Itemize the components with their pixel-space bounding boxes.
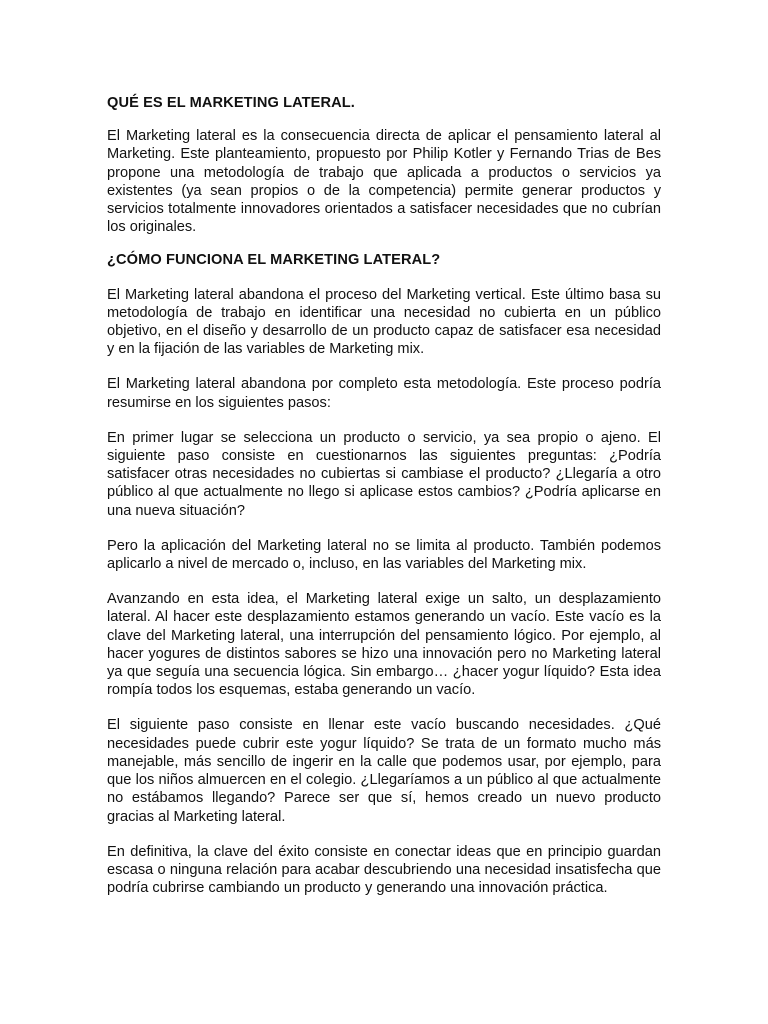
paragraph-primer-lugar: En primer lugar se selecciona un producto o servicio, ya sea propio o ajeno. El siguiente paso consiste en cuestionarnos las siguientes preguntas: ¿Podría satisfacer otras necesidades no cubiertas si cambiase el producto? ¿Llegaría a otro público al que actualmente no llego si aplicase estos cambios? ¿Podría aplicarse en una nueva situación?: [107, 429, 661, 519]
paragraph-avanzando: Avanzando en esta idea, el Marketing lateral exige un salto, un desplazamiento lateral. Al hacer este desplazamiento estamos generando un vacío. Este vacío es la clave del Marketing lateral, una interrupción del pensamiento lógico. Por ejemplo, al hacer yogures de distintos sabores se hizo una innovación pero no Marketing lateral ya que seguía una secuencia lógica. Sin embargo… ¿hacer yogur líquido? Esta idea rompía todos los esquemas, estaba generando un vacío.: [107, 591, 661, 699]
document-page: [107, 94, 661, 897]
paragraph-aplicacion: Pero la aplicación del Marketing lateral no se limita al producto. También podemos aplicarlo a nivel de mercado o, incluso, en las variables del Marketing mix.: [107, 537, 661, 573]
paragraph-en-definitiva: En definitiva, la clave del éxito consiste en conectar ideas que en principio guardan escasa o ninguna relación para acabar descubriendo una necesidad insatisfecha que podría cubrirse cambiando un producto y generando una innovación práctica.: [107, 843, 661, 897]
section-heading-que-es: QUÉ ES EL MARKETING LATERAL.: [107, 95, 355, 111]
section-heading-como-funciona: ¿CÓMO FUNCIONA EL MARKETING LATERAL?: [107, 252, 441, 269]
paragraph-vertical-marketing: El Marketing lateral abandona el proceso del Marketing vertical. Este último basa su metodología de trabajo en identificar una necesidad no cubierta en un público objetivo, en el diseño y desarrollo de un producto capaz de satisfacer esa necesidad y en la fijación de las variables de Marketing mix.: [107, 286, 661, 358]
paragraph-abandona: El Marketing lateral abandona por completo esta metodología. Este proceso podría resumirse en los siguientes pasos:: [107, 376, 661, 411]
paragraph-siguiente-paso: El siguiente paso consiste en llenar este vacío buscando necesidades. ¿Qué necesidades puede cubrir este yogur líquido? Se trata de un formato mucho más manejable, más sencillo de ingerir en la calle que podemos usar, por ejemplo, para que los niños almuercen en el colegio. ¿Llegaríamos a un público al que actualmente no estábamos llegando? Parece ser que sí, hemos creado un nuevo producto gracias al Marketing lateral.: [107, 717, 661, 825]
paragraph-definition: El Marketing lateral es la consecuencia directa de aplicar el pensamiento lateral al Marketing. Este planteamiento, propuesto por Philip Kotler y Fernando Trias de Bes propone una metodología de trabajo que aplicada a productos o servicios ya existentes (ya sean propios o de la competencia) permite generar productos y servicios totalmente innovadores orientados a satisfacer necesidades que no cubrían los originales.: [107, 128, 661, 236]
